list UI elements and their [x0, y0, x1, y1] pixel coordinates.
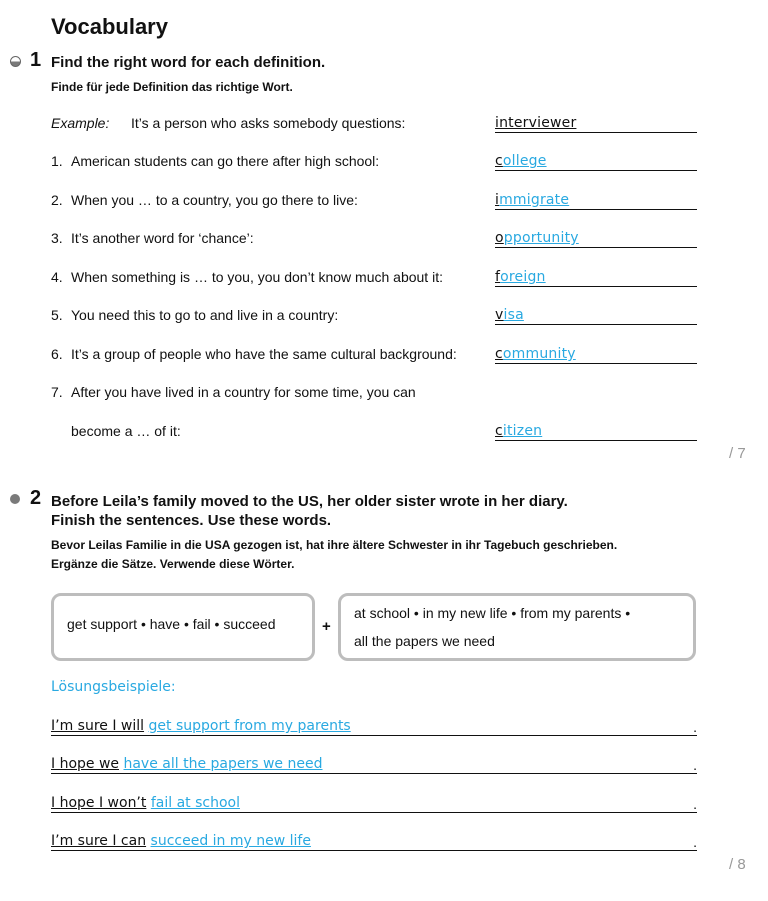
- answer-field-5[interactable]: visa: [495, 304, 697, 325]
- word-box-verbs-text: get support • have • fail • succeed: [67, 616, 276, 632]
- exercise-2-instruction: Before Leila’s family moved to the US, her older sister wrote in her diary.: [51, 493, 568, 510]
- definition-6: 6. It’s a group of people who have the same cultural background:: [51, 346, 457, 362]
- answer-field-1[interactable]: college: [495, 150, 697, 171]
- word-box-verbs: [51, 593, 315, 661]
- example-text: It’s a person who asks somebody questions:: [131, 115, 406, 131]
- page-title: Vocabulary: [51, 14, 168, 39]
- plus-sign: +: [322, 618, 331, 635]
- answer-field-2[interactable]: immigrate: [495, 189, 697, 210]
- answer-field-7[interactable]: citizen: [495, 420, 697, 441]
- sentence-field-1[interactable]: I’m sure I will get support from my parents .: [51, 713, 697, 736]
- exercise-2-number: 2: [30, 487, 42, 509]
- word-box-phrases: [338, 593, 696, 661]
- solution-label: Lösungsbeispiele:: [51, 679, 176, 695]
- definition-7: 7. After you have lived in a country for some time, you can: [51, 384, 416, 400]
- definition-2: 2. When you … to a country, you go there to live:: [51, 192, 358, 208]
- exercise-1-number: 1: [30, 49, 42, 71]
- exercise-1-instruction-de: Finde für jede Definition das richtige Wort.: [51, 80, 293, 94]
- example-answer: interviewer: [495, 115, 577, 131]
- exercise-1-score: / 7: [729, 445, 746, 462]
- exercise-1-instruction: Find the right word for each definition.: [51, 54, 326, 71]
- sentence-field-4[interactable]: I’m sure I can succeed in my new life .: [51, 828, 697, 851]
- answer-field-4[interactable]: foreign: [495, 266, 697, 287]
- word-box-phrases-line-2: all the papers we need: [354, 633, 495, 649]
- example-row: [51, 115, 405, 131]
- word-box-phrases-line-1: at school • in my new life • from my parents •: [354, 605, 631, 621]
- answer-field-3[interactable]: opportunity: [495, 227, 697, 248]
- difficulty-half-bullet-icon: [10, 56, 21, 67]
- difficulty-full-bullet-icon: [10, 494, 20, 504]
- exercise-2-instruction-2: Finish the sentences. Use these words.: [51, 512, 332, 529]
- exercise-2-score: / 8: [729, 856, 746, 873]
- exercise-2-instruction-de-2: Ergänze die Sätze. Verwende diese Wörter.: [51, 557, 295, 571]
- sentence-field-2[interactable]: I hope we have all the papers we need .: [51, 751, 697, 774]
- definition-4: 4. When something is … to you, you don’t know much about it:: [51, 269, 443, 285]
- definition-5: 5. You need this to go to and live in a country:: [51, 307, 339, 323]
- sentence-field-3[interactable]: I hope I won’t fail at school .: [51, 790, 697, 813]
- definition-7-continued: become a … of it:: [71, 423, 181, 439]
- definition-1: 1. American students can go there after high school:: [51, 153, 380, 169]
- example-answer-line: [495, 112, 697, 133]
- answer-field-6[interactable]: community: [495, 343, 697, 364]
- example-label: Example:: [51, 115, 110, 131]
- definition-3: 3. It’s another word for ‘chance’:: [51, 230, 254, 246]
- exercise-2-instruction-de: Bevor Leilas Familie in die USA gezogen ist, hat ihre ältere Schwester in ihr Tagebuch geschrieben.: [51, 538, 618, 552]
